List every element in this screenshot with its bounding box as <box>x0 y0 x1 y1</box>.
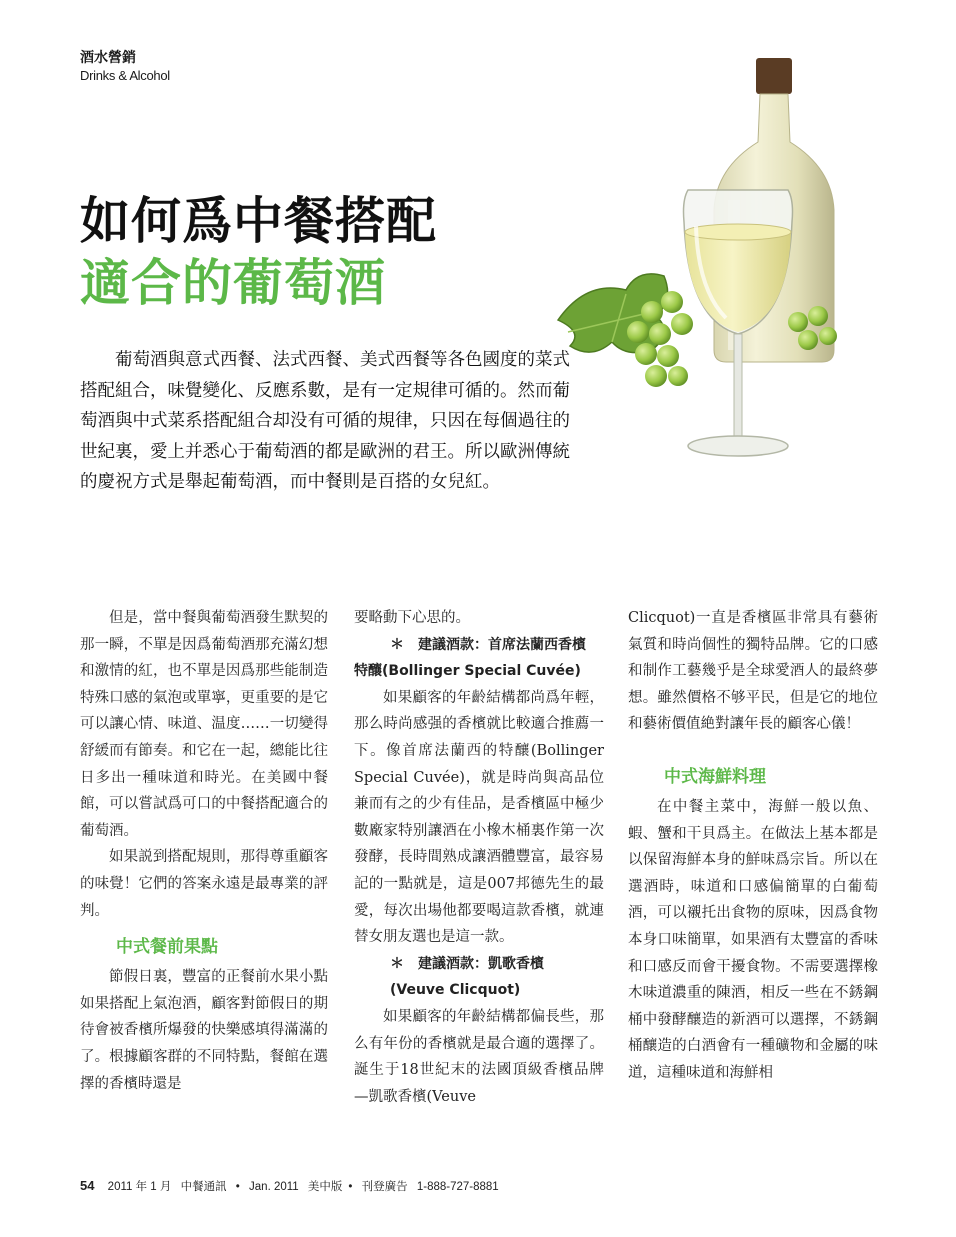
section-tag <box>80 50 170 84</box>
subheading-appetizers: 中式餐前果點 <box>116 937 218 958</box>
paragraph: 要略動下心思的。 <box>354 610 470 626</box>
article-column-1 <box>80 605 328 1097</box>
paragraph: 如果顧客的年齡結構都尚爲年輕，那么時尚感强的香檳就比較適合推薦一下。像首席法蘭西的特釀(Bollinger Special Cuvée)，就是時尚與高品位兼而有之的少有佳品，是香檳區中極少數廠家特别讓酒在小橡木桶裏作第一次發酵，長時間熟成讓酒體豐富，最容易記的一點就是，這是007邦德先生的最愛，每次出場他都要喝這款香檳，就連替女朋友選也是這一款。 <box>354 689 604 946</box>
article-title <box>80 190 437 314</box>
article-column-3 <box>628 605 878 1087</box>
recommendation-line: ＊ 建議酒款：首席法蘭西香檳 <box>390 636 586 653</box>
subheading-seafood: 中式海鮮料理 <box>664 766 766 787</box>
paragraph: 如果顧客的年齡結構都偏長些，那么有年份的香檳就是最合適的選擇了。誕生于18世紀末的法國頂級香檳品牌—凱歌香檳(Veuve <box>354 1008 604 1105</box>
wine-illustration <box>556 50 956 500</box>
paragraph: 在中餐主菜中，海鮮一般以魚、蝦、蟹和干貝爲主。在做法上基本都是以保留海鮮本身的鮮味爲宗旨。所以在選酒時，味道和口感偏簡單的白葡萄酒，可以襯托出食物的原味，因爲食物本身口味簡單，如果酒有太豐富的香味和口感反而會干擾食物。不需要選擇橡木味道濃重的陳酒，相反一些在不銹鋼桶中發酵釀造的新酒可以選擇，不銹鋼桶釀造的白酒會有一種礦物和金屬的味道，這種味道和海鮮相 <box>628 798 878 1081</box>
recommendation-line: ＊ 建議酒款：凱歌香檳 <box>390 955 544 972</box>
bullet: • <box>348 1181 353 1193</box>
paragraph: 如果説到搭配規則，那得尊重顧客的味覺！它們的答案永遠是最專業的評判。 <box>80 849 328 919</box>
page-number: 54 <box>80 1178 95 1193</box>
ads-label: 刊登廣告 <box>361 1181 408 1193</box>
phone-number: 1-888-727-8881 <box>416 1181 499 1193</box>
title-line-2: 適合的葡萄酒 <box>80 253 386 312</box>
intro-paragraph: 葡萄酒與意式西餐、法式西餐、美式西餐等各色國度的菜式搭配組合，味覺變化、反應系數，是有一定規律可循的。然而葡萄酒與中式菜系搭配組合却没有可循的規律，只因在每個過往的世紀裏，愛上并悉心于葡萄酒的都是歐洲的君王。所以歐洲傳統的慶祝方式是舉起葡萄酒，而中餐則是百搭的女兒紅。 <box>80 350 570 492</box>
publication-name: 中餐通訊 <box>180 1181 227 1193</box>
bullet: • <box>235 1181 240 1193</box>
recommendation-line: 特釀(Bollinger Special Cuvée) <box>354 663 581 680</box>
recommendation-line: (Veuve Clicquot) <box>390 982 521 999</box>
edition: 美中版 <box>307 1181 343 1193</box>
issue-date-en: Jan. 2011 <box>249 1181 299 1193</box>
wine-recommendation-1 <box>354 632 604 685</box>
title-line-1: 如何爲中餐搭配 <box>80 191 437 250</box>
article-column-2 <box>354 605 604 1110</box>
wine-recommendation-2 <box>354 951 604 1004</box>
paragraph: 但是，當中餐與葡萄酒發生默契的那一瞬，不單是因爲葡萄酒那充滿幻想和激情的紅，也不單是因爲那些能制造特殊口感的氣泡或單寧，更重要的是它可以讓心情、味道、温度……一切變得舒緩而有節奏。和它在一起，總能比往日多出一種味道和時光。在美國中餐館，可以嘗試爲可口的中餐搭配適合的葡萄酒。 <box>80 610 328 839</box>
section-label-zh: 酒水營銷 <box>80 50 136 66</box>
paragraph: Clicquot)一直是香檳區非常具有藝術氣質和時尚個性的獨特品牌。它的口感和制作工藝幾乎是全球愛酒人的最終夢想。雖然價格不够平民，但是它的地位和藝術價值絶對讓年長的顧客心儀！ <box>628 610 878 733</box>
page-footer <box>80 1178 505 1194</box>
paragraph: 節假日裏，豐富的正餐前水果小點如果搭配上氣泡酒，顧客對節假日的期待會被香檳所爆發的快樂感填得滿滿的了。根據顧客群的不同特點，餐館在選擇的香檳時還是 <box>80 969 328 1092</box>
issue-date: 2011 年 1 月 <box>107 1181 172 1193</box>
section-label-en: Drinks & Alcohol <box>80 67 170 83</box>
